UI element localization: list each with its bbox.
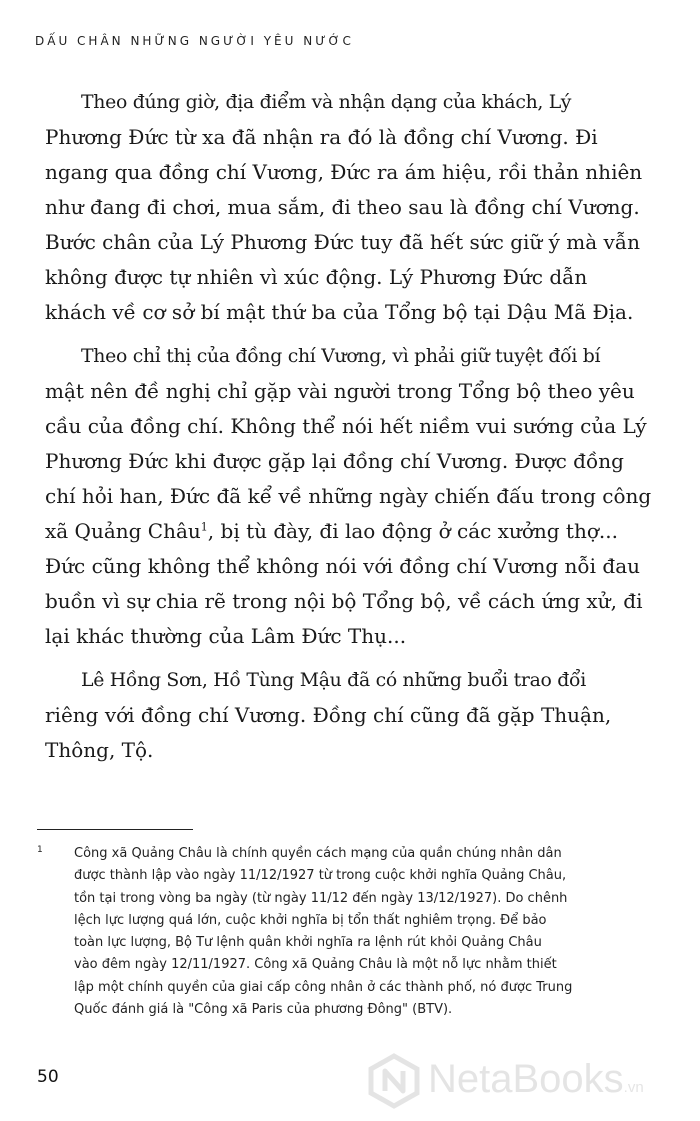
text-segment: , bị tù đày, đi lao động ở các xưởng thợ... xyxy=(207,519,618,543)
paragraph-3 xyxy=(45,663,670,768)
text-line: như đang đi chơi, mua sắm, đi theo sau là đồng chí Vương. xyxy=(45,195,640,219)
text-line: Đức cũng không thể không nói với đồng chí Vương nỗi đau xyxy=(45,554,641,578)
text-line: Theo đúng giờ, địa điểm và nhận dạng của khách, Lý xyxy=(81,92,572,113)
page-number: 50 xyxy=(37,1067,59,1087)
paragraph-2 xyxy=(45,339,670,654)
footnote-line: Quốc đánh giá là "Công xã Paris của phương Đông" (BTV). xyxy=(74,1002,453,1018)
text-line: lại khác thường của Lâm Đức Thụ... xyxy=(45,624,407,648)
text-line xyxy=(45,514,670,549)
text-line: cầu của đồng chí. Không thể nói hết niềm vui sướng của Lý xyxy=(45,414,647,438)
footnote-text xyxy=(74,843,572,1021)
text-line: Lê Hồng Sơn, Hồ Tùng Mậu đã có những buổi trao đổi xyxy=(81,670,586,691)
text-line: mật nên đề nghị chỉ gặp vài người trong Tổng bộ theo yêu xyxy=(45,379,635,403)
footnote-line: toàn lực lượng, Bộ Tư lệnh quân khởi nghĩa ra lệnh rút khỏi Quảng Châu xyxy=(74,935,542,951)
text-segment: xã Quảng Châu xyxy=(45,519,201,543)
watermark xyxy=(366,1053,686,1109)
footnote-divider xyxy=(37,829,193,830)
text-line: không được tự nhiên vì xúc động. Lý Phương Đức dẫn xyxy=(45,265,588,289)
footnote-marker: 1 xyxy=(37,845,43,855)
text-line: Thông, Tộ. xyxy=(45,738,154,762)
footnote-line: lập một chính quyền của giai cấp công nhân ở các thành phố, nó được Trung xyxy=(74,979,573,995)
text-line: Theo chỉ thị của đồng chí Vương, vì phải giữ tuyệt đối bí xyxy=(81,346,601,367)
paragraph-1 xyxy=(45,85,670,330)
footnote-line: vào đêm ngày 12/11/1927. Công xã Quảng Châu là một nỗ lực nhằm thiết xyxy=(74,957,557,973)
body-text xyxy=(45,85,670,777)
text-line: Phương Đức từ xa đã nhận ra đó là đồng chí Vương. Đi xyxy=(45,125,598,149)
text-line: riêng với đồng chí Vương. Đồng chí cũng đã gặp Thuận, xyxy=(45,703,612,727)
text-line: buồn vì sự chia rẽ trong nội bộ Tổng bộ, về cách ứng xử, đi xyxy=(45,589,643,613)
footnote-reference[interactable]: 1 xyxy=(200,520,208,534)
footnote-line: Công xã Quảng Châu là chính quyền cách mạng của quần chúng nhân dân xyxy=(74,846,562,861)
text-line: khách về cơ sở bí mật thứ ba của Tổng bộ tại Dậu Mã Địa. xyxy=(45,300,634,324)
watermark-brand-name: NetaBooks xyxy=(428,1057,624,1101)
text-line: Phương Đức khi được gặp lại đồng chí Vương. Được đồng xyxy=(45,449,624,473)
watermark-brand xyxy=(428,1057,644,1102)
watermark-brand-suffix: .vn xyxy=(623,1079,644,1096)
text-line: ngang qua đồng chí Vương, Đức ra ám hiệu, rồi thản nhiên xyxy=(45,160,643,184)
text-line: Bước chân của Lý Phương Đức tuy đã hết sức giữ ý mà vẫn xyxy=(45,230,640,254)
footnote-line: lệch lực lượng quá lớn, cuộc khởi nghĩa bị tổn thất nghiêm trọng. Để bảo xyxy=(74,912,547,928)
footnote-line: được thành lập vào ngày 11/12/1927 từ trong cuộc khởi nghĩa Quảng Châu, xyxy=(74,868,567,884)
running-header: DẤU CHÂN NHỮNG NGƯỜI YÊU NƯỚC xyxy=(35,34,354,48)
footnote-line: tồn tại trong vòng ba ngày (từ ngày 11/12 đến ngày 13/12/1927). Do chênh xyxy=(74,890,568,906)
netabooks-logo-icon xyxy=(366,1053,422,1109)
text-line: chí hỏi han, Đức đã kể về những ngày chiến đấu trong công xyxy=(45,484,652,508)
